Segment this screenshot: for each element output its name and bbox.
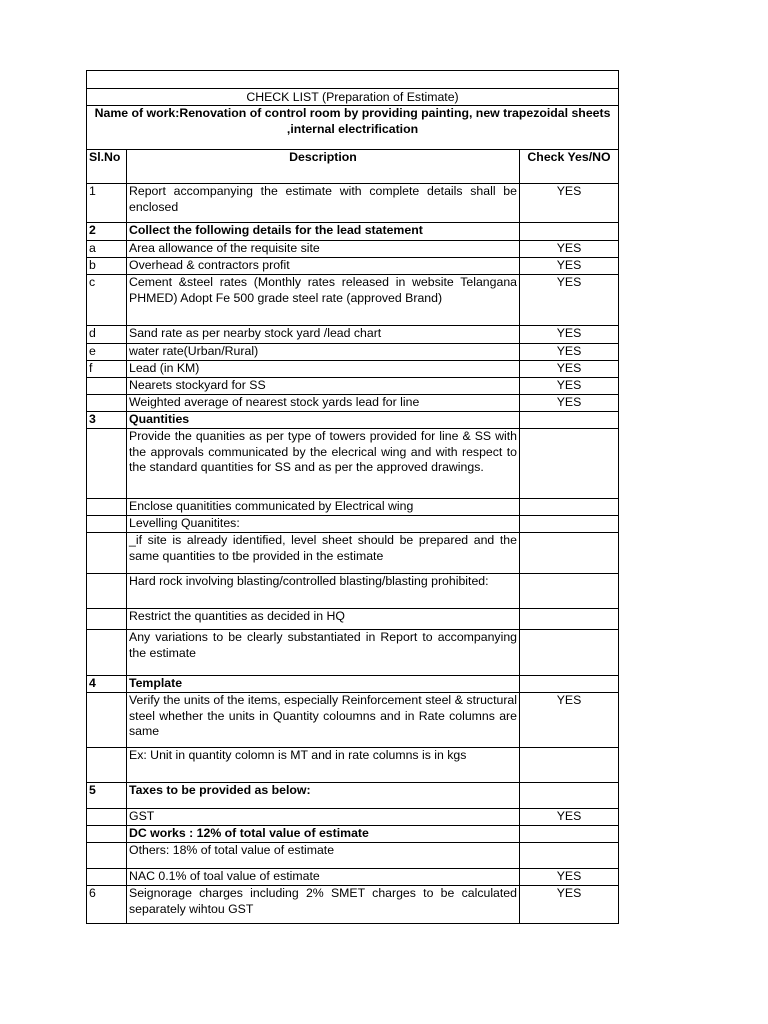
table-row <box>87 223 619 241</box>
row-description: _if site is already identified, level sheet should be prepared and the same quantities to tbe provided in the estimate <box>127 533 520 574</box>
table-row <box>87 630 619 676</box>
row-description: Cement &steel rates (Monthly rates released in website Telangana PHMED) Adopt Fe 500 grade steel rate (approved Brand) <box>127 275 520 326</box>
table-row <box>87 499 619 516</box>
row-check-value: YES <box>520 326 619 344</box>
row-check-value: YES <box>520 344 619 361</box>
row-check-value <box>520 223 619 241</box>
row-sl-no: d <box>87 326 127 344</box>
row-check-value <box>520 412 619 429</box>
row-sl-no <box>87 809 127 826</box>
blank-cell <box>87 71 619 89</box>
row-sl-no <box>87 533 127 574</box>
row-sl-no: 2 <box>87 223 127 241</box>
row-sl-no: c <box>87 275 127 326</box>
table-row <box>87 533 619 574</box>
row-check-value <box>520 783 619 809</box>
table-row <box>87 184 619 223</box>
row-description: Nearets stockyard for SS <box>127 378 520 395</box>
row-check-value: YES <box>520 258 619 275</box>
row-sl-no <box>87 516 127 533</box>
row-description: Weighted average of nearest stock yards lead for line <box>127 395 520 412</box>
header-row <box>87 150 619 184</box>
row-description: Sand rate as per nearby stock yard /lead chart <box>127 326 520 344</box>
row-check-value <box>520 429 619 499</box>
row-check-value: YES <box>520 395 619 412</box>
checklist-body <box>87 71 619 924</box>
row-sl-no: 3 <box>87 412 127 429</box>
row-check-value: YES <box>520 361 619 378</box>
table-row <box>87 344 619 361</box>
row-sl-no: b <box>87 258 127 275</box>
row-description: Lead (in KM) <box>127 361 520 378</box>
table-row <box>87 809 619 826</box>
table-row <box>87 574 619 609</box>
row-description: Others: 18% of total value of estimate <box>127 843 520 869</box>
table-row <box>87 516 619 533</box>
header-sl-no: Sl.No <box>87 150 127 184</box>
row-check-value <box>520 826 619 843</box>
row-check-value <box>520 609 619 630</box>
row-description: Provide the quanities as per type of towers provided for line & SS with the approvals communicated by the elecrical wing and with respect to the standard quantities for SS and as per the approved drawings. <box>127 429 520 499</box>
row-sl-no <box>87 693 127 748</box>
table-row <box>87 783 619 809</box>
row-sl-no <box>87 378 127 395</box>
row-description: Collect the following details for the lead statement <box>127 223 520 241</box>
row-description: Restrict the quantities as decided in HQ <box>127 609 520 630</box>
row-check-value: YES <box>520 869 619 886</box>
checklist-title: CHECK LIST (Preparation of Estimate) <box>87 89 619 106</box>
row-check-value <box>520 574 619 609</box>
row-description: Enclose quanitities communicated by Electrical wing <box>127 499 520 516</box>
table-row <box>87 412 619 429</box>
row-sl-no: 1 <box>87 184 127 223</box>
row-sl-no: 5 <box>87 783 127 809</box>
header-check: Check Yes/NO <box>520 150 619 184</box>
row-description: water rate(Urban/Rural) <box>127 344 520 361</box>
row-description: Ex: Unit in quantity colomn is MT and in rate columns is in kgs <box>127 748 520 783</box>
row-description: Taxes to be provided as below: <box>127 783 520 809</box>
row-check-value: YES <box>520 693 619 748</box>
row-check-value: YES <box>520 275 619 326</box>
row-check-value <box>520 630 619 676</box>
row-check-value: YES <box>520 809 619 826</box>
table-row <box>87 378 619 395</box>
row-description: NAC 0.1% of toal value of estimate <box>127 869 520 886</box>
table-row <box>87 326 619 344</box>
row-sl-no <box>87 630 127 676</box>
title-row <box>87 89 619 106</box>
table-row <box>87 843 619 869</box>
row-description: Quantities <box>127 412 520 429</box>
row-description: Any variations to be clearly substantiated in Report to accompanying the estimate <box>127 630 520 676</box>
row-sl-no: f <box>87 361 127 378</box>
row-sl-no <box>87 869 127 886</box>
row-check-value <box>520 843 619 869</box>
table-row <box>87 429 619 499</box>
row-check-value: YES <box>520 241 619 258</box>
row-sl-no <box>87 499 127 516</box>
row-check-value <box>520 748 619 783</box>
row-description: GST <box>127 809 520 826</box>
row-sl-no <box>87 748 127 783</box>
row-sl-no <box>87 429 127 499</box>
blank-top-row <box>87 71 619 89</box>
table-row <box>87 395 619 412</box>
row-description: Template <box>127 676 520 693</box>
row-description: Hard rock involving blasting/controlled blasting/blasting prohibited: <box>127 574 520 609</box>
table-row <box>87 361 619 378</box>
table-row <box>87 826 619 843</box>
row-description: Levelling Quanitites: <box>127 516 520 533</box>
table-row <box>87 886 619 924</box>
row-sl-no <box>87 609 127 630</box>
table-row <box>87 748 619 783</box>
table-row <box>87 609 619 630</box>
row-check-value <box>520 499 619 516</box>
row-description: Area allowance of the requisite site <box>127 241 520 258</box>
table-row <box>87 676 619 693</box>
table-row <box>87 869 619 886</box>
row-sl-no <box>87 826 127 843</box>
row-check-value: YES <box>520 886 619 924</box>
table-row <box>87 693 619 748</box>
row-sl-no <box>87 843 127 869</box>
row-sl-no <box>87 395 127 412</box>
table-row <box>87 258 619 275</box>
table-row <box>87 241 619 258</box>
row-description: DC works : 12% of total value of estimate <box>127 826 520 843</box>
row-check-value <box>520 533 619 574</box>
row-sl-no: 6 <box>87 886 127 924</box>
row-sl-no: e <box>87 344 127 361</box>
name-of-work-row <box>87 106 619 150</box>
row-check-value: YES <box>520 184 619 223</box>
row-check-value <box>520 676 619 693</box>
row-check-value: YES <box>520 378 619 395</box>
row-sl-no: a <box>87 241 127 258</box>
header-description: Description <box>127 150 520 184</box>
row-description: Verify the units of the items, especially Reinforcement steel & structural steel whether the units in Quantity coloumns and in Rate columns are same <box>127 693 520 748</box>
row-description: Seignorage charges including 2% SMET charges to be calculated separately wihtou GST <box>127 886 520 924</box>
row-sl-no <box>87 574 127 609</box>
row-sl-no: 4 <box>87 676 127 693</box>
name-of-work: Name of work:Renovation of control room by providing painting, new trapezoidal sheets ,internal electrification <box>87 106 619 150</box>
row-description: Report accompanying the estimate with complete details shall be enclosed <box>127 184 520 223</box>
row-check-value <box>520 516 619 533</box>
row-description: Overhead & contractors profit <box>127 258 520 275</box>
checklist-table <box>86 70 619 924</box>
table-row <box>87 275 619 326</box>
